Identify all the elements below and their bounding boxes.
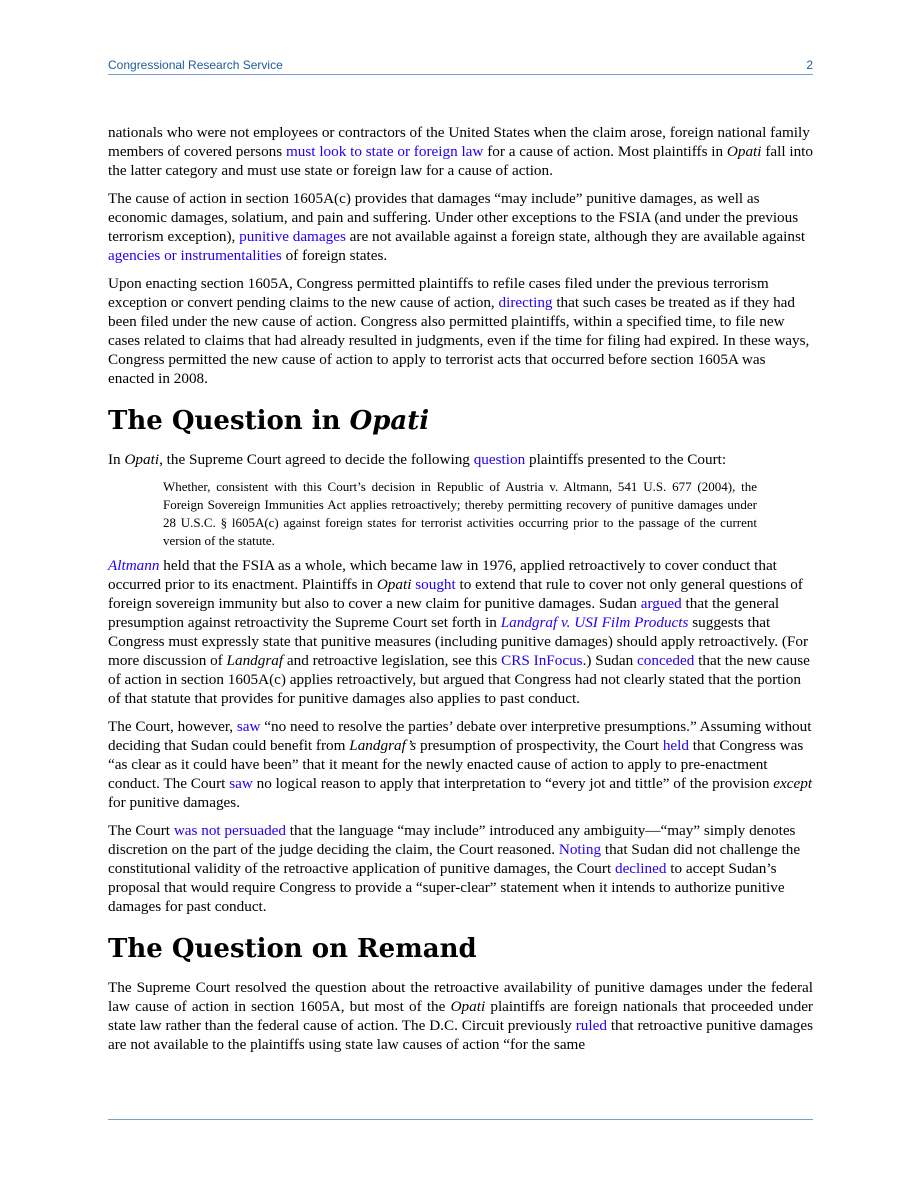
link-landgraf[interactable]: Landgraf v. USI Film Products: [500, 614, 689, 632]
link-directing[interactable]: directing: [498, 294, 553, 311]
link-punitive-damages[interactable]: punitive damages: [239, 228, 346, 245]
header-org: Congressional Research Service: [108, 58, 283, 72]
page-number: 2: [806, 58, 813, 72]
link-must-look-to-state-or-foreign-law[interactable]: must look to state or foreign law: [285, 143, 484, 160]
link-held[interactable]: held: [662, 737, 689, 755]
footer-divider: [108, 1119, 813, 1120]
link-saw-2[interactable]: saw: [229, 775, 253, 793]
link-declined[interactable]: declined: [614, 860, 667, 878]
link-altmann[interactable]: Altmann: [108, 557, 160, 575]
link-noting[interactable]: Noting: [558, 841, 602, 859]
page-header: [108, 58, 813, 72]
link-crs-infocus[interactable]: CRS InFocus: [501, 652, 583, 670]
section-heading-question-in-opati: The Question in Opati: [108, 406, 430, 436]
paragraph-3: Upon enacting section 1605A, Congress permitted plaintiffs to refile cases filed under the previous terrorism exception or convert pending claims to the new cause of action, directing that such cases be treated as if they had been filed under the new cause of action. Congress also permitted plaintiffs, within a specified time, to file new cases related to claims that had already resulted in judgments, even if the time for filing had expired. In these ways, Congress permitted the new cause of action to apply to terrorist acts that occurred before section 1605A was enacted in 2008.: [108, 275, 810, 387]
paragraph-5: Altmann held that the FSIA as a whole, which became law in 1976, applied retroactively to cover conduct that occurred prior to its enactment. Plaintiffs in Opati sought to extend that rule to cover not only general questions of foreign sovereign immunity but also to cover a new claim for punitive damages. Sudan argued that the general presumption against retroactivity the Supreme Court set forth in Landgraf v. USI Film Products suggests that Congress must expressly state that punitive measures (including punitive damages) should apply retroactively. (For more discussion of Landgraf and retroactive legislation, see this CRS InFocus.) Sudan conceded that the new cause of action in section 1605A(c) applies retroactively, but argued that Congress had not clearly stated that the portion of that statute that provides for punitive damages also applies to past conduct.: [108, 557, 810, 708]
paragraph-1: nationals who were not employees or contractors of the United States when the claim arose, foreign national family members of covered persons must look to state or foreign law for a cause of action. Most plaintiffs in Opati fall into the latter category and must use state or foreign law for a cause of action.: [108, 124, 813, 179]
link-saw[interactable]: saw: [236, 718, 261, 736]
document-body: [108, 123, 813, 1063]
paragraph-2: The cause of action in section 1605A(c) provides that damages “may include” punitive damages, as well as economic damages, solatium, and pain and suffering. Under other exceptions to the FSIA (and under the previous terrorism exception), punitive damages are not available against a foreign state, although they are available against agencies or instrumentalities of foreign states.: [108, 190, 806, 264]
link-argued[interactable]: argued: [640, 595, 682, 613]
link-agencies-or-instrumentalities[interactable]: agencies or instrumentalities: [108, 247, 282, 264]
paragraph-7: The Court was not persuaded that the language “may include” introduced any ambiguity—“may” simply denotes discretion on the part of the judge deciding the claim, the Court reasoned. Noting that Sudan did not challenge the constitutional validity of the retroactive application of punitive damages, the Court declined to accept Sudan’s proposal that would require Congress to provide a “super-clear” statement when it intends to authorize punitive damages for past conduct.: [108, 822, 801, 916]
link-sought[interactable]: sought: [415, 576, 456, 594]
header-divider: [108, 74, 813, 75]
link-conceded[interactable]: conceded: [637, 652, 695, 670]
paragraph-8: The Supreme Court resolved the question about the retroactive availability of punitive damages under the federal law cause of action in section 1605A, but most of the Opati plaintiffs are foreign nationals that proceeded under state law rather than the federal cause of action. The D.C. Circuit previously ruled that retroactive punitive damages are not available to the plaintiffs using state law causes of action “for the same: [108, 979, 813, 1054]
block-quote: Whether, consistent with this Court’s decision in Republic of Austria v. Altmann, 541 U.S. 677 (2004), the Foreign Sovereign Immunities Act applies retroactively; thereby permitting recovery of punitive damages under 28 U.S.C. § l605A(c) against foreign states for terrorist activities occurring prior to the passage of the current version of the statute.: [163, 479, 757, 549]
paragraph-6: The Court, however, saw “no need to resolve the parties’ debate over interpretive presumptions.” Assuming without deciding that Sudan could benefit from Landgraf’s presumption of prospectivity, the Court held that Congress was “as clear as it could have been” that it meant for the newly enacted cause of action to apply to pre-enactment conduct. The Court saw no logical reason to apply that interpretation to “every jot and tittle” of the provision except for punitive damages.: [108, 718, 813, 812]
paragraph-4: In Opati, the Supreme Court agreed to decide the following question plaintiffs presented to the Court:: [108, 451, 727, 468]
link-question[interactable]: question: [473, 451, 526, 468]
link-ruled[interactable]: ruled: [575, 1017, 607, 1035]
section-heading-question-on-remand: The Question on Remand: [108, 934, 477, 965]
link-was-not-persuaded[interactable]: was not persuaded: [173, 822, 286, 840]
